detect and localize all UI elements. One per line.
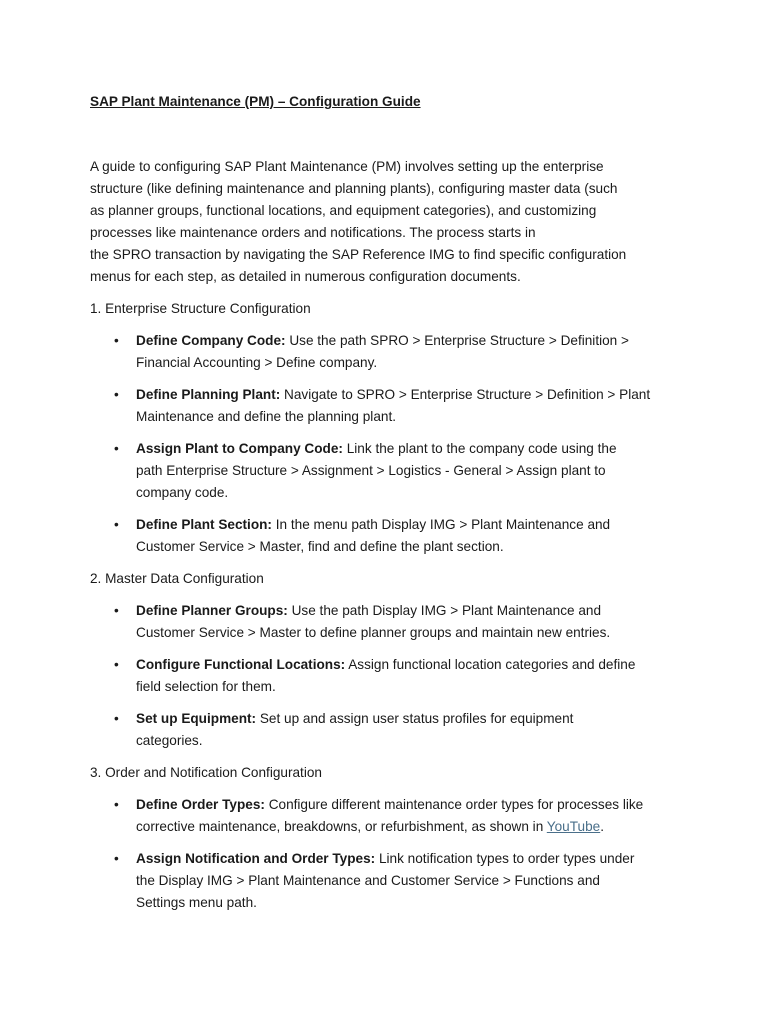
intro-line: processes like maintenance orders and notifications. The process starts in xyxy=(90,225,536,240)
intro-paragraph xyxy=(90,156,690,288)
list-item xyxy=(90,654,690,698)
intro-line: menus for each step, as detailed in numerous configuration documents. xyxy=(90,269,521,284)
section-list-order-notification xyxy=(90,794,690,914)
item-text: Link notification types to order types under xyxy=(375,851,635,866)
section-heading-master-data: 2. Master Data Configuration xyxy=(90,571,264,586)
item-text: path Enterprise Structure > Assignment > Logistics - General > Assign plant to xyxy=(136,463,606,478)
youtube-link[interactable]: YouTube xyxy=(546,819,601,834)
list-item xyxy=(90,330,690,374)
item-term: Configure Functional Locations: xyxy=(136,657,346,672)
item-text: Financial Accounting > Define company. xyxy=(136,355,378,370)
intro-line: the SPRO transaction by navigating the SAP Reference IMG to find specific configuration xyxy=(90,247,627,262)
list-item xyxy=(90,438,690,504)
item-text: corrective maintenance, breakdowns, or refurbishment, as shown in xyxy=(136,819,547,834)
item-text: company code. xyxy=(136,485,229,500)
item-term: Define Plant Section: xyxy=(136,517,272,532)
section-list-enterprise-structure xyxy=(90,330,690,558)
item-text: Settings menu path. xyxy=(136,895,257,910)
item-text: Set up and assign user status profiles for equipment xyxy=(256,711,574,726)
document-title: SAP Plant Maintenance (PM) – Configuration Guide xyxy=(90,94,421,109)
item-text: Customer Service > Master, find and define the plant section. xyxy=(136,539,504,554)
item-text: field selection for them. xyxy=(136,679,276,694)
bullet-icon: • xyxy=(114,603,119,618)
item-text: Maintenance and define the planning plant. xyxy=(136,409,396,424)
bullet-icon: • xyxy=(114,441,119,456)
item-text: Use the path SPRO > Enterprise Structure > Definition > xyxy=(285,333,629,348)
item-text: Use the path Display IMG > Plant Maintenance and xyxy=(287,603,602,618)
item-term: Assign Plant to Company Code: xyxy=(136,441,343,456)
item-text: Customer Service > Master to define planner groups and maintain new entries. xyxy=(136,625,611,640)
bullet-icon: • xyxy=(114,517,119,532)
item-text: Assign functional location categories and define xyxy=(345,657,636,672)
list-item xyxy=(90,514,690,558)
item-text: Link the plant to the company code using the xyxy=(342,441,617,456)
item-term: Assign Notification and Order Types: xyxy=(136,851,376,866)
intro-line: A guide to configuring SAP Plant Maintenance (PM) involves setting up the enterprise xyxy=(90,159,604,174)
item-text: Navigate to SPRO > Enterprise Structure > Definition > Plant xyxy=(280,387,651,402)
section-heading-enterprise-structure: 1. Enterprise Structure Configuration xyxy=(90,301,311,316)
item-text: In the menu path Display IMG > Plant Maintenance and xyxy=(271,517,611,532)
bullet-icon: • xyxy=(114,387,119,402)
item-term: Define Planner Groups: xyxy=(136,603,288,618)
list-item xyxy=(90,600,690,644)
item-text: Configure different maintenance order types for processes like xyxy=(264,797,644,812)
bullet-icon: • xyxy=(114,711,119,726)
item-text: . xyxy=(600,819,604,834)
list-item xyxy=(90,848,690,914)
intro-line: structure (like defining maintenance and planning plants), configuring master data (such xyxy=(90,181,618,196)
section-list-master-data xyxy=(90,600,690,752)
bullet-icon: • xyxy=(114,851,119,866)
bullet-icon: • xyxy=(114,797,119,812)
document-page xyxy=(90,92,690,914)
list-item xyxy=(90,708,690,752)
bullet-icon: • xyxy=(114,657,119,672)
bullet-icon: • xyxy=(114,333,119,348)
item-text: the Display IMG > Plant Maintenance and Customer Service > Functions and xyxy=(136,873,600,888)
section-heading-order-notification: 3. Order and Notification Configuration xyxy=(90,765,322,780)
list-item xyxy=(90,794,690,838)
item-text: categories. xyxy=(136,733,203,748)
item-term: Define Planning Plant: xyxy=(136,387,281,402)
item-term: Define Company Code: xyxy=(136,333,286,348)
list-item xyxy=(90,384,690,428)
intro-line: as planner groups, functional locations, and equipment categories), and customizing xyxy=(90,203,597,218)
item-term: Define Order Types: xyxy=(136,797,265,812)
item-term: Set up Equipment: xyxy=(136,711,257,726)
